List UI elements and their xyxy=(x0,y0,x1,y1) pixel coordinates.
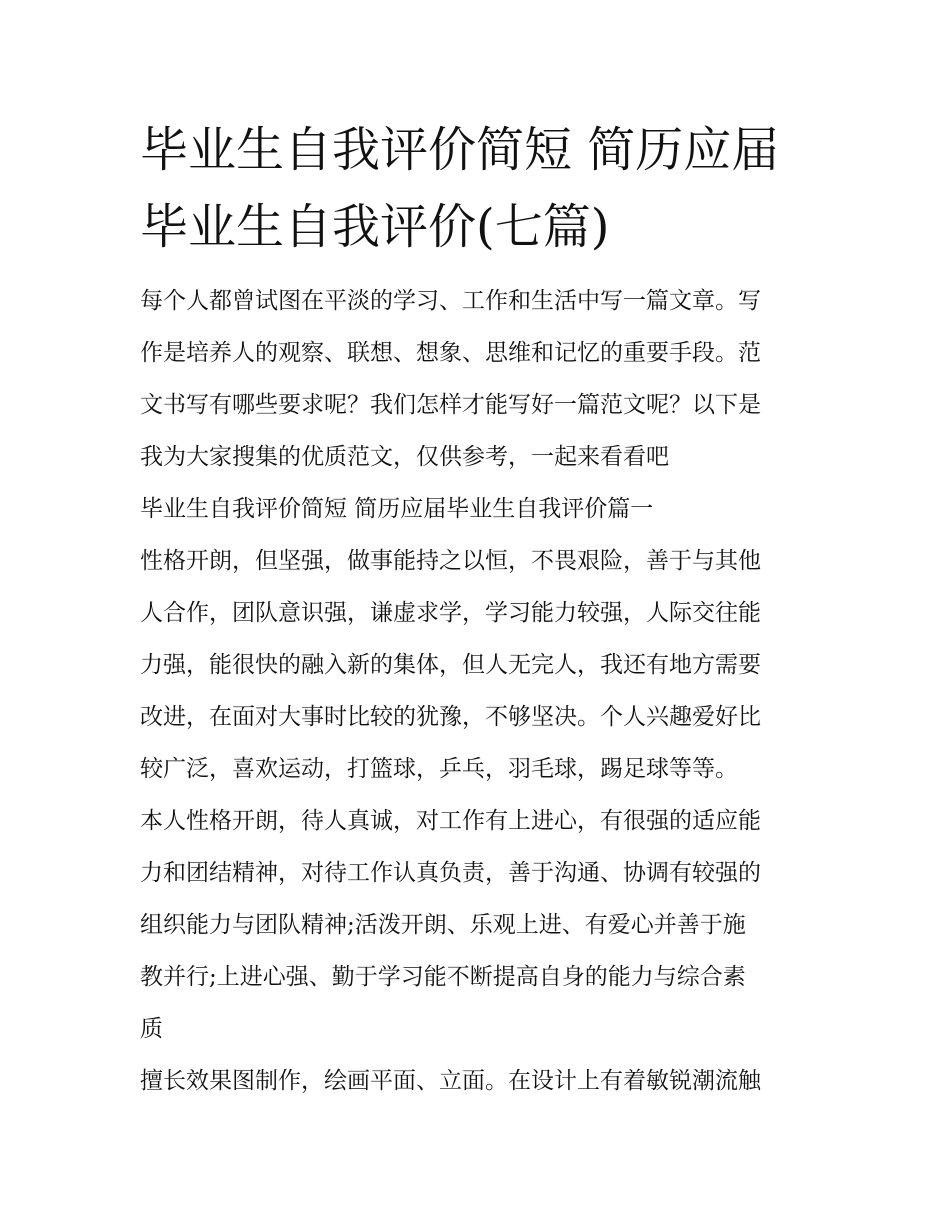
paragraph-1-line-1: 性格开朗，但坚强，做事能持之以恒，不畏艰险，善于与其他 xyxy=(140,548,761,574)
paragraph-2-line-5: 质 xyxy=(140,1016,163,1042)
paragraph-2-line-1: 本人性格开朗，待人真诚，对工作有上进心，有很强的适应能 xyxy=(140,808,761,834)
paragraph-2-line-3: 组织能力与团队精神;活泼开朗、乐观上进、有爱心并善于施 xyxy=(140,912,746,938)
intro-line-3: 文书写有哪些要求呢？我们怎样才能写好一篇范文呢？以下是 xyxy=(140,392,761,418)
intro-line-1: 每个人都曾试图在平淡的学习、工作和生活中写一篇文章。写 xyxy=(140,288,761,314)
paragraph-1-line-3: 力强，能很快的融入新的集体，但人无完人，我还有地方需要 xyxy=(140,652,761,678)
paragraph-2-line-4: 教并行;上进心强、勤于学习能不断提高自身的能力与综合素 xyxy=(140,964,746,990)
document-body xyxy=(140,275,820,1107)
intro-line-2: 作是培养人的观察、联想、想象、思维和记忆的重要手段。范 xyxy=(140,340,761,366)
paragraph-1-line-4: 改进，在面对大事时比较的犹豫，不够坚决。个人兴趣爱好比 xyxy=(140,704,761,730)
paragraph-2-line-2: 力和团结精神，对待工作认真负责，善于沟通、协调有较强的 xyxy=(140,860,761,886)
intro-line-4: 我为大家搜集的优质范文，仅供参考，一起来看看吧 xyxy=(140,444,669,470)
document-title xyxy=(140,112,820,266)
title-line-1: 毕业生自我评价简短 简历应届 xyxy=(140,122,780,178)
paragraph-1-line-2: 人合作，团队意识强，谦虚求学，学习能力较强，人际交往能 xyxy=(140,600,761,626)
paragraph-3-line-1: 擅长效果图制作，绘画平面、立面。在设计上有着敏锐潮流触 xyxy=(140,1068,761,1094)
section-heading-1: 毕业生自我评价简短 简历应届毕业生自我评价篇一 xyxy=(140,496,654,522)
title-line-2: 毕业生自我评价(七篇) xyxy=(140,199,610,255)
paragraph-1-line-5: 较广泛，喜欢运动，打篮球，乒乓，羽毛球，踢足球等等。 xyxy=(140,756,738,782)
